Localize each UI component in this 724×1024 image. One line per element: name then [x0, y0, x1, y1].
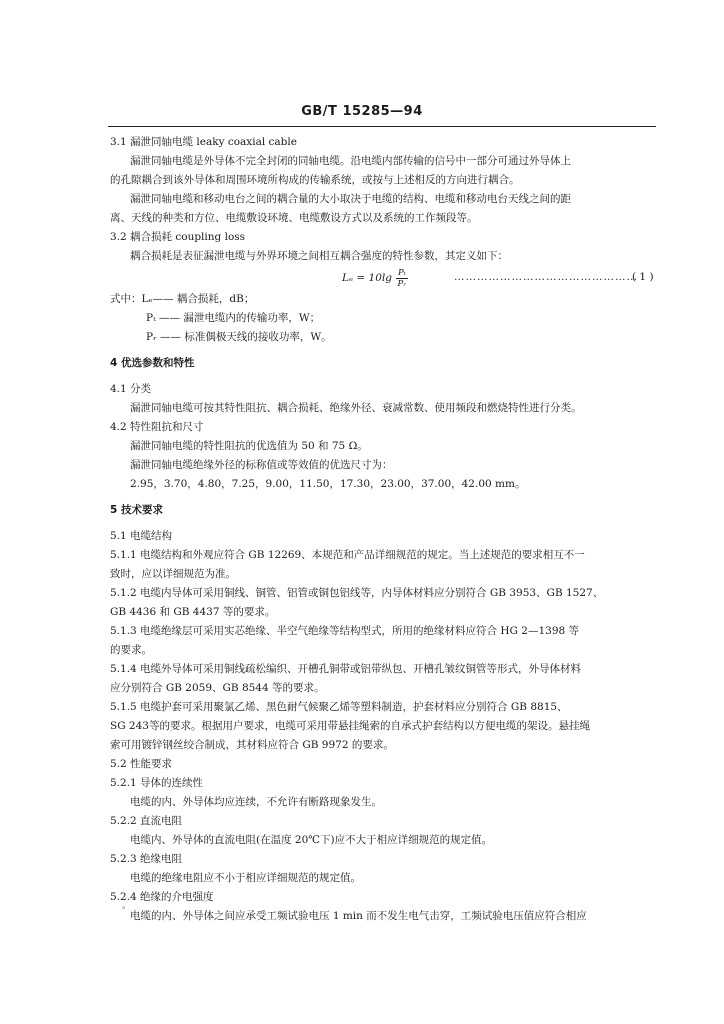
preferred-sizes-list: 2.95，3.70，4.80，7.25，9.00，11.50，17.30，23.00，37.00，42.00 mm。: [130, 478, 526, 490]
clause-5-1-heading: 5.1 电缆结构: [110, 530, 173, 542]
symbol-definition: 式中：Lₑ—— 耦合损耗，dB；: [110, 293, 255, 305]
coupling-loss-formula: [342, 268, 408, 289]
clause-3-2-heading: 3.2 耦合损耗 coupling loss: [110, 231, 246, 243]
section-spacer: [110, 494, 656, 501]
formula-dot-leader: …………………………………………: [454, 271, 638, 283]
paragraph-line: 致时，应以详细规范为准。: [110, 568, 236, 580]
formula-denominator: Pᵣ: [397, 279, 407, 289]
section-5-heading: 5 技术要求: [110, 504, 163, 516]
clause-5-1-2: 5.1.2 电缆内导体可采用铜线、铜管、铝管或铜包铝线等，内导体材料应分别符合 GB 3953、GB 1527、: [110, 587, 604, 599]
clause-5-2-heading: 5.2 性能要求: [110, 758, 173, 770]
equation-number: ( 1 ): [632, 271, 654, 283]
paragraph-line: 电缆的内、外导体之间应承受工频试验电压 1 min 而不发生电气击穿，工频试验电压值应符合相应: [130, 910, 587, 922]
section-spacer: [110, 373, 656, 380]
clause-5-1-3: 5.1.3 电缆绝缘层可采用实芯绝缘、半空气绝缘等结构型式，所用的绝缘材料应符合 HG 2—1398 等: [110, 625, 580, 637]
paragraph-line: 漏泄同轴电缆绝缘外径的标称值或等效值的优选尺寸为：: [130, 459, 393, 471]
standard-code-header: GB/T 15285—94: [301, 104, 423, 119]
paragraph-line: 电缆的内、外导体均应连续，不允许有断路现象发生。: [130, 796, 382, 808]
section-spacer: [110, 347, 656, 354]
paragraph-line: 漏泄同轴电缆和移动电台之间的耦合量的大小取决于电缆的结构、电缆和移动电台天线之间的距: [130, 193, 571, 205]
paragraph-line: 的要求。: [110, 644, 152, 656]
paragraph-line: 耦合损耗是表征漏泄电缆与外界环境之间相互耦合强度的特性参数，其定义如下：: [130, 250, 508, 262]
paragraph-line: SG 243等的要求。根据用户要求，电缆可采用带悬挂绳索的自承式护套结构以方便电缆的架设。悬挂绳: [110, 720, 590, 732]
formula-numerator: Pₜ: [397, 268, 406, 278]
clause-5-2-2-heading: 5.2.2 直流电阻: [110, 815, 183, 827]
paragraph-line: 漏泄同轴电缆的特性阻抗的优选值为 50 和 75 Ω。: [130, 440, 368, 452]
symbol-definition: Pᵣ —— 标准偶极天线的接收功率，W。: [146, 331, 332, 343]
clause-4-1-heading: 4.1 分类: [110, 383, 152, 395]
section-spacer: [110, 520, 656, 527]
section-4-heading: 4 优选参数和特性: [110, 357, 195, 369]
clause-4-2-heading: 4.2 特性阻抗和尺寸: [110, 421, 204, 433]
paragraph-line: GB 4436 和 GB 4437 等的要求。: [110, 606, 276, 618]
clause-5-1-4: 5.1.4 电缆外导体可采用铜线疏松编织、开槽孔铜带或铝带纵包、开槽孔皱纹铜管等形式，外导体材料: [110, 663, 582, 675]
clause-5-1-1: 5.1.1 电缆结构和外观应符合 GB 12269、本规范和产品详细规范的规定。当上述规范的要求相互不一: [110, 549, 585, 561]
paragraph-line: 电缆内、外导体的直流电阻(在温度 20℃下)应不大于相应详细规范的规定值。: [130, 834, 493, 846]
symbol-definition: Pₜ —— 漏泄电缆内的传输功率，W；: [146, 312, 321, 324]
paragraph-line: 的孔隙耦合到该外导体和周围环境所构成的传输系统，或按与上述相反的方向进行耦合。: [110, 174, 520, 186]
clause-5-1-5: 5.1.5 电缆护套可采用聚氯乙烯、黑色耐气候聚乙烯等塑料制造，护套材料应分别符合 GB 8815、: [110, 701, 568, 713]
paragraph-line: 漏泄同轴电缆是外导体不完全封闭的同轴电缆。沿电缆内部传输的信号中一部分可通过外导体上: [130, 155, 571, 167]
header-rule: [108, 126, 656, 127]
document-body: [110, 133, 656, 926]
formula-fraction: [396, 268, 408, 289]
page-footer-mark: 。: [122, 901, 132, 911]
paragraph-line: 离、天线的种类和方位、电缆敷设环境、电缆敷设方式以及系统的工作频段等。: [110, 212, 478, 224]
clause-5-2-4-heading: 5.2.4 绝缘的介电强度: [110, 891, 214, 903]
paragraph-line: 索可用镀锌钢丝绞合制成，其材料应符合 GB 9972 的要求。: [110, 739, 394, 751]
clause-5-2-3-heading: 5.2.3 绝缘电阻: [110, 853, 183, 865]
clause-5-2-1-heading: 5.2.1 导体的连续性: [110, 777, 204, 789]
paragraph-line: 漏泄同轴电缆可按其特性阻抗、耦合损耗、绝缘外径、衰减常数、使用频段和燃烧特性进行分类。: [130, 402, 582, 414]
equation-1: [110, 266, 656, 290]
clause-3-1-heading: 3.1 漏泄同轴电缆 leaky coaxial cable: [110, 136, 297, 148]
paragraph-line: 电缆的绝缘电阻应不小于相应详细规范的规定值。: [130, 872, 361, 884]
formula-lhs: Lₑ = 10lg: [342, 272, 392, 284]
paragraph-line: 应分别符合 GB 2059、GB 8544 等的要求。: [110, 682, 325, 694]
